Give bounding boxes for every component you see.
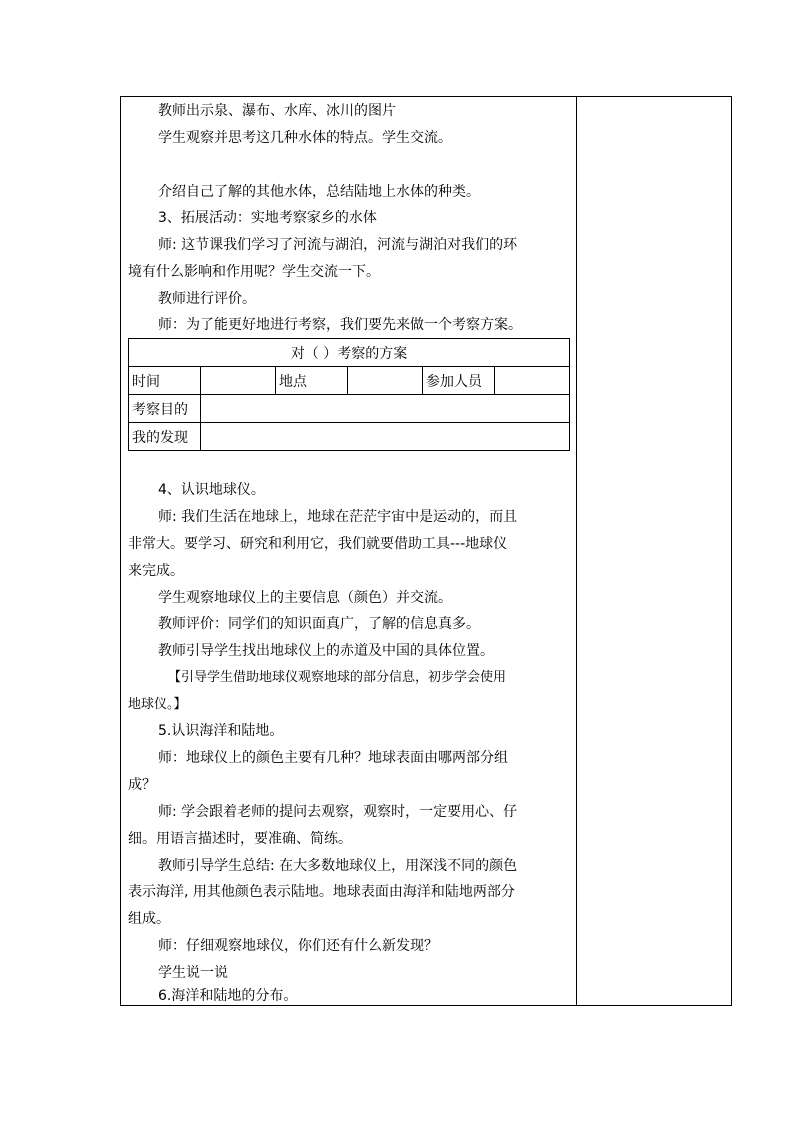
findings-value-cell	[201, 423, 570, 451]
text-line: 表示海洋, 用其他颜色表示陆地。地球表面由海洋和陆地两部分	[128, 884, 515, 900]
text-line: 细。用语言描述时，要准确、简练。	[128, 831, 352, 847]
participants-label: 参加人员	[423, 367, 495, 395]
section-heading: 6.海洋和陆地的分布。	[158, 988, 298, 1004]
purpose-label: 考察目的	[129, 395, 201, 423]
findings-label: 我的发现	[129, 423, 201, 451]
time-label: 时间	[129, 367, 201, 395]
purpose-value-cell	[201, 395, 570, 423]
section-heading: 4、认识地球仪。	[158, 482, 265, 498]
design-note: 地球仪。】	[128, 697, 187, 712]
text-line: 成？	[128, 777, 156, 793]
place-label: 地点	[276, 367, 348, 395]
text-line: 教师进行评价。	[158, 291, 256, 307]
text-line: 介绍自己了解的其他水体，总结陆地上水体的种类。	[158, 184, 480, 200]
text-line: 教师引导学生总结: 在大多数地球仪上，用深浅不同的颜色	[158, 858, 518, 874]
section-heading: 5.认识海洋和陆地。	[158, 723, 284, 739]
text-line: 师：地球仪上的颜色主要有几种？地球表面由哪两部分组	[158, 750, 508, 766]
design-note: 【引导学生借助地球仪观察地球的部分信息，初步学会使用	[168, 670, 507, 685]
inspection-plan-table	[128, 338, 570, 451]
text-line: 师: 学会跟着老师的提问去观察，观察时，一定要用心、仔	[158, 804, 518, 820]
plan-title: 对（ ）考察的方案	[129, 339, 570, 367]
text-line: 师：为了能更好地进行考察，我们要先来做一个考察方案。	[158, 317, 522, 333]
text-line: 非常大。要学习、研究和利用它，我们就要借助工具---地球仪	[128, 536, 508, 552]
text-line: 师: 这节课我们学习了河流与湖泊，河流与湖泊对我们的环	[158, 237, 518, 253]
place-value-cell	[348, 367, 423, 395]
column-divider	[576, 96, 577, 1006]
text-line: 教师评价：同学们的知识面真广，了解的信息真多。	[158, 616, 480, 632]
text-line: 学生观察并思考这几种水体的特点。学生交流。	[158, 130, 452, 146]
time-value-cell	[201, 367, 276, 395]
text-line: 来完成。	[128, 563, 184, 579]
text-line: 师：仔细观察地球仪，你们还有什么新发现？	[158, 938, 438, 954]
text-line: 组成。	[128, 911, 170, 927]
text-line: 学生说一说	[158, 965, 228, 981]
text-line: 境有什么影响和作用呢？学生交流一下。	[128, 264, 380, 280]
text-line: 教师出示泉、瀑布、水库、冰川的图片	[158, 103, 396, 119]
text-line: 师: 我们生活在地球上，地球在茫茫宇宙中是运动的，而且	[158, 509, 518, 525]
text-line: 教师引导学生找出地球仪上的赤道及中国的具体位置。	[158, 643, 494, 659]
section-heading: 3、拓展活动：实地考察家乡的水体	[158, 210, 377, 226]
participants-value-cell	[495, 367, 570, 395]
text-line: 学生观察地球仪上的主要信息（颜色）并交流。	[158, 590, 452, 606]
